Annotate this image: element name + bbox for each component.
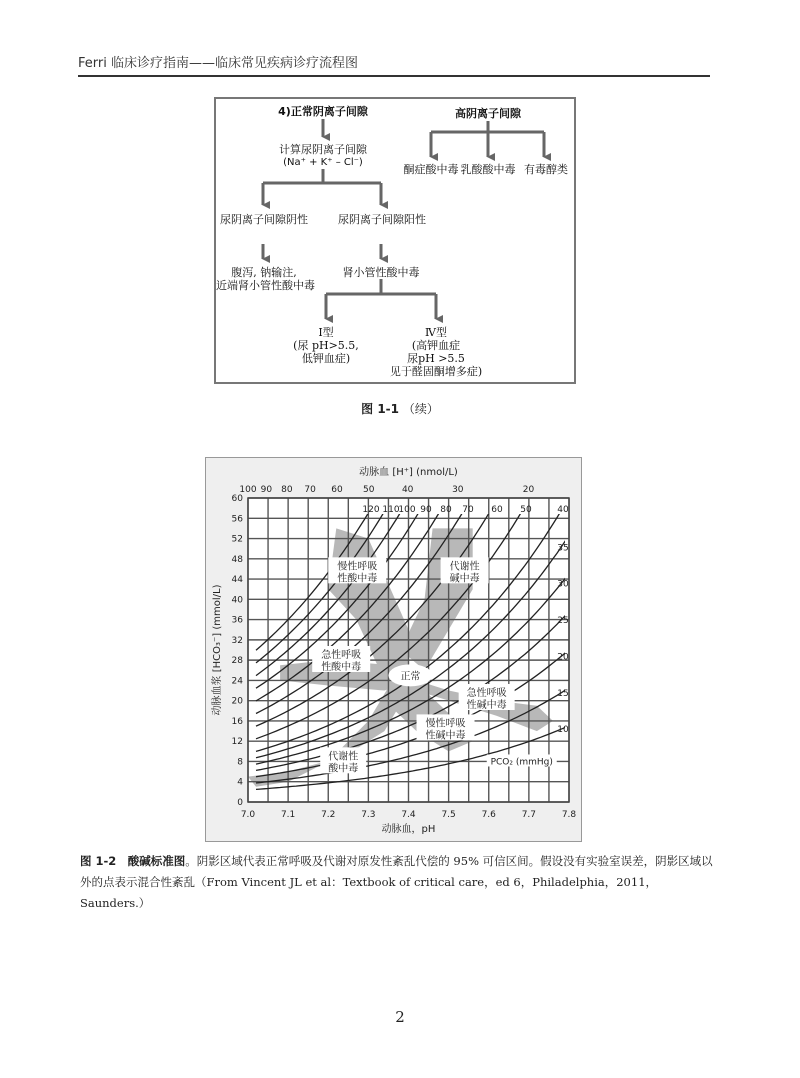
y-tick: 8 <box>237 757 243 768</box>
top-tick: 70 <box>304 485 316 495</box>
y-tick: 28 <box>231 656 243 667</box>
type4-line2: (高钾血症 <box>411 339 461 352</box>
isopleth-label-120: 120 <box>362 505 380 515</box>
y-tick: 60 <box>231 494 243 504</box>
x-tick: 7.3 <box>361 810 376 820</box>
region-label: 性酸中毒 <box>321 662 362 673</box>
y-tick: 0 <box>237 798 243 808</box>
region-label: 代谢性 <box>328 751 359 763</box>
region-label: 慢性呼吸 <box>337 561 378 573</box>
calc-formula: (Na⁺ + K⁺ – Cl⁻) <box>283 157 363 168</box>
region-label: 碱中毒 <box>449 573 480 585</box>
isopleth-label-30: 30 <box>557 579 569 590</box>
isopleth-label-90: 90 <box>420 505 432 515</box>
y-tick: 52 <box>231 534 243 545</box>
isopleth-label-100: 100 <box>398 505 416 515</box>
running-header: Ferri 临床诊疗指南——临床常见疾病诊疗流程图 <box>78 56 358 71</box>
toxic-alcohols: 有毒醇类 <box>524 163 568 176</box>
y-tick: 36 <box>231 615 243 626</box>
x-tick: 7.7 <box>521 810 537 820</box>
calc-urine-anion-gap: 计算尿阴离子间隙 <box>279 143 367 156</box>
negative-causes-line2: 近端肾小管性酸中毒 <box>216 279 315 292</box>
lactic-acidosis: 乳酸酸中毒 <box>460 163 516 176</box>
x-tick: 7.6 <box>481 810 496 820</box>
top-tick: 90 <box>260 485 273 495</box>
isopleth-label-35: 35 <box>557 543 569 554</box>
y-tick: 56 <box>231 514 243 525</box>
region-label: 急性呼吸 <box>321 650 362 661</box>
type1-line2: (尿 pH>5.5, <box>293 339 359 352</box>
top-axis-label: 动脉血 [H⁺] (nmol/L) <box>359 467 458 478</box>
type4-line3: 尿pH >5.5 <box>407 352 465 365</box>
isopleth-label-110: 110 <box>382 505 400 515</box>
type4-line4: 见于醛固酮增多症) <box>389 365 483 378</box>
top-tick: 100 <box>239 485 257 495</box>
region-label: 性酸中毒 <box>337 573 378 585</box>
negative-causes-line1: 腹泻, 钠输注, <box>231 266 297 279</box>
header-rule <box>78 75 710 77</box>
ketoacidosis: 酮症酸中毒 <box>403 163 459 176</box>
region-label: 代谢性 <box>449 561 480 573</box>
normal-anion-gap-title: 4)正常阴离子间隙 <box>278 105 368 118</box>
region-label: 性碱中毒 <box>425 730 466 742</box>
y-tick: 16 <box>231 716 243 727</box>
acid-base-nomogram <box>205 457 582 842</box>
isopleth-label-15: 15 <box>557 688 569 699</box>
isopleth-label-25: 25 <box>557 616 569 627</box>
x-tick: 7.5 <box>441 810 456 820</box>
x-tick: 7.0 <box>240 810 256 820</box>
type1-line3: 低钾血症) <box>301 352 351 365</box>
high-anion-gap-title: 高阴离子间隙 <box>455 107 521 120</box>
pco2-legend: PCO₂ (mmHg) <box>490 757 553 768</box>
isopleth-label-80: 80 <box>440 505 452 515</box>
urine-gap-negative: 尿阴离子间隙阴性 <box>220 213 308 226</box>
top-tick: 40 <box>401 485 414 495</box>
region-label: 酸中毒 <box>328 763 359 775</box>
figure-1-1-label: 图 1-1 <box>361 402 399 416</box>
y-tick: 40 <box>231 595 243 606</box>
y-tick: 20 <box>231 696 243 707</box>
y-tick: 44 <box>231 575 243 586</box>
region-label: 急性呼吸 <box>466 688 507 699</box>
top-tick: 60 <box>331 485 343 495</box>
x-tick: 7.1 <box>280 810 296 820</box>
top-tick: 30 <box>452 485 464 495</box>
nomogram-plot <box>206 458 581 841</box>
x-tick: 7.2 <box>321 810 336 820</box>
top-tick: 50 <box>363 485 375 495</box>
isopleth-label-60: 60 <box>491 505 503 515</box>
urine-gap-positive: 尿阴离子间隙阳性 <box>338 213 426 226</box>
isopleth-label-20: 20 <box>557 652 569 663</box>
isopleth-label-40: 40 <box>557 505 569 515</box>
y-tick: 48 <box>231 554 243 565</box>
top-tick: 20 <box>522 485 535 495</box>
y-axis-label: 动脉血浆 [HCO₃⁻] (mmol/L) <box>212 584 223 716</box>
isopleth-label-10: 10 <box>557 725 569 736</box>
x-tick: 7.4 <box>401 810 416 820</box>
type4-line1: Ⅳ型 <box>425 326 447 339</box>
y-tick: 32 <box>231 635 243 646</box>
isopleth-label-50: 50 <box>520 505 532 515</box>
y-tick: 4 <box>237 777 243 788</box>
figure-1-1-suffix: （续） <box>402 402 439 416</box>
figure-1-2-text: 。阴影区域代表正常呼吸及代谢对原发性紊乱代偿的 95% 可信区间。假设没有实验室误差，阴影区域以外的点表示混合性紊乱（From Vincent JL et al：Textbook of critical care，ed 6，Philadelphia，2011，Saunders.） <box>80 854 713 910</box>
isopleth-label-70: 70 <box>462 505 474 515</box>
figure-1-1-caption <box>0 400 800 417</box>
top-tick: 80 <box>281 485 293 495</box>
page-number: 2 <box>395 1008 405 1026</box>
type1-line1: Ⅰ型 <box>318 326 334 339</box>
renal-tubular-acidosis: 肾小管性酸中毒 <box>342 266 420 279</box>
y-tick: 12 <box>231 737 243 748</box>
y-tick: 24 <box>231 676 243 687</box>
figure-1-2-label: 图 1-2 酸碱标准图 <box>80 854 186 868</box>
figure-1-2-caption <box>80 851 720 914</box>
x-tick: 7.8 <box>561 810 577 820</box>
region-label: 慢性呼吸 <box>425 718 466 730</box>
region-label: 性碱中毒 <box>466 700 507 711</box>
flowchart-box <box>214 97 576 384</box>
region-label: 正常 <box>400 671 421 683</box>
x-axis-label: 动脉血，pH <box>381 824 436 835</box>
